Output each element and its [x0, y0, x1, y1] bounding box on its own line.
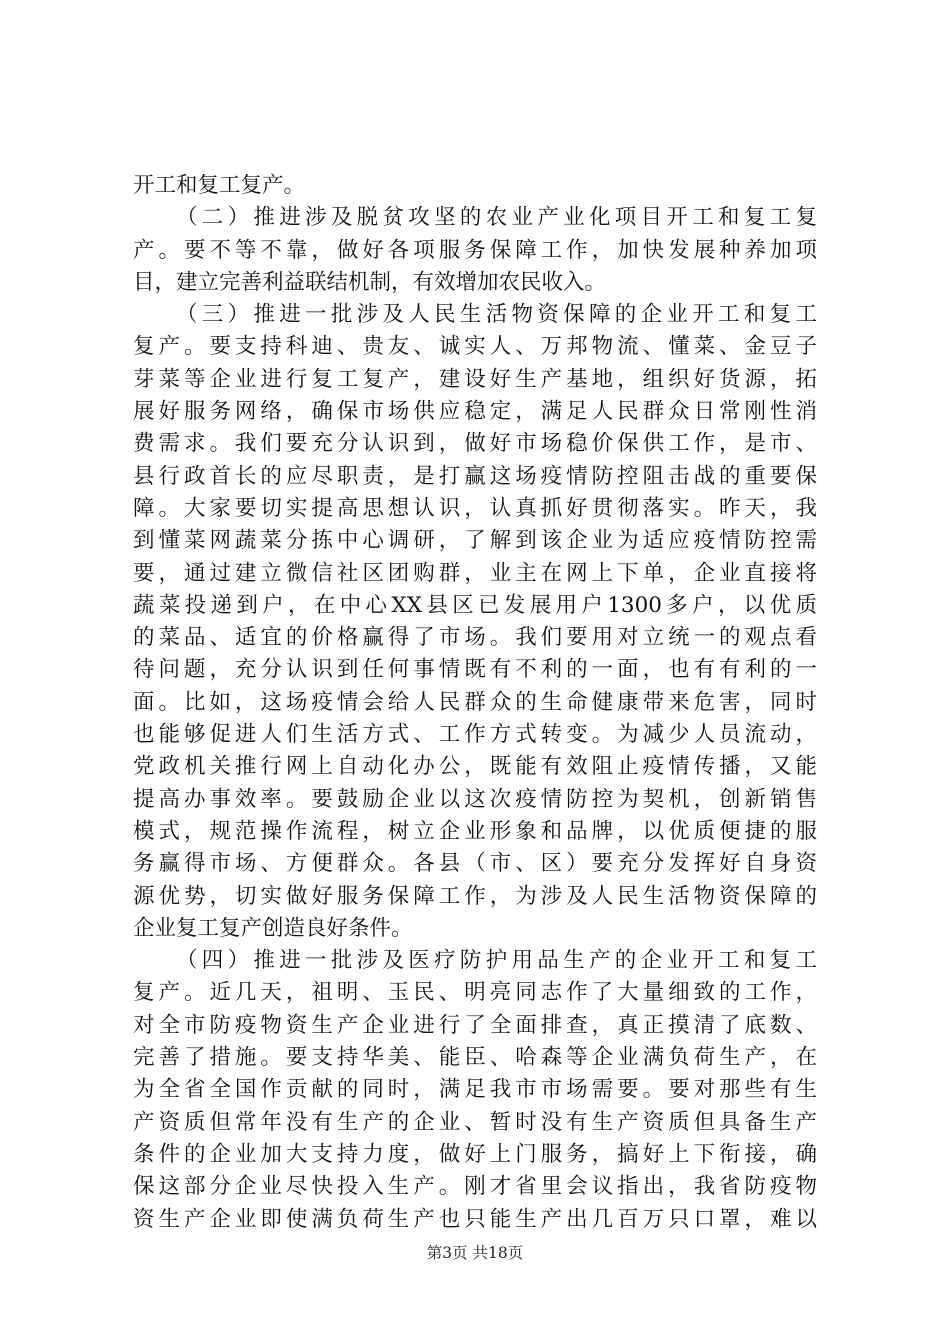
text-line: 开工和复工复产。 [133, 173, 306, 198]
text-line: 复产。近几天，祖明、玉民、明亮同志作了大量细致的工作， [133, 980, 817, 1006]
text-line: 县行政首长的应尽职责，是打赢这场疫情防控阻击战的重要保 [133, 463, 817, 489]
document-body [133, 170, 817, 1236]
text-line: 待问题，充分认识到任何事情既有不利的一面，也有有利的一 [133, 657, 817, 683]
text-line: 产。要不等不靠，做好各项服务保障工作，加快发展种养加项 [133, 237, 817, 263]
text-line: 的菜品、适宜的价格赢得了市场。我们要用对立统一的观点看 [133, 625, 817, 651]
text-line: 费需求。我们要充分认识到，做好市场稳价保供工作，是市、 [133, 431, 817, 457]
text-line: 要，通过建立微信社区团购群，业主在网上下单，企业直接将 [133, 560, 817, 586]
text-line: 企业复工复产创造良好条件。 [133, 915, 413, 941]
text-line: 展好服务网络，确保市场供应稳定，满足人民群众日常刚性消 [133, 399, 817, 425]
text-line: 复产。要支持科迪、贵友、诚实人、万邦物流、懂菜、金豆子 [133, 334, 817, 360]
text-line: 源优势，切实做好服务保障工作，为涉及人民生活物资保障的 [133, 883, 817, 909]
text-line: 蔬菜投递到户，在中心XX县区已发展用户1300多户，以优质 [133, 592, 817, 618]
text-line: 提高办事效率。要鼓励企业以这次疫情防控为契机，创新销售 [133, 786, 817, 812]
text-line: 产资质但常年没有生产的企业、暂时没有生产资质但具备生产 [133, 1109, 817, 1135]
text-line: （三）推进一批涉及人民生活物资保障的企业开工和复工 [176, 302, 817, 328]
text-line: （四）推进一批涉及医疗防护用品生产的企业开工和复工 [176, 948, 817, 974]
text-line: 保这部分企业尽快投入生产。刚才省里会议指出，我省防疫物 [133, 1174, 817, 1200]
text-line: 资生产企业即使满负荷生产也只能生产出几百万只口罩，难以 [133, 1206, 817, 1232]
text-line: 党政机关推行网上自动化办公，既能有效阻止疫情传播，又能 [133, 754, 817, 780]
text-line: 务赢得市场、方便群众。各县（市、区）要充分发挥好自身资 [133, 851, 817, 877]
text-line: 条件的企业加大支持力度，做好上门服务，搞好上下衔接，确 [133, 1141, 817, 1167]
text-line: 也能够促进人们生活方式、工作方式转变。为减少人员流动， [133, 722, 817, 748]
text-line: 为全省全国作贡献的同时，满足我市市场需要。要对那些有生 [133, 1077, 817, 1103]
text-line: 障。大家要切实提高思想认识，认真抓好贯彻落实。昨天，我 [133, 495, 817, 521]
text-line: 完善了措施。要支持华美、能臣、哈森等企业满负荷生产，在 [133, 1045, 817, 1071]
text-line: （二）推进涉及脱贫攻坚的农业产业化项目开工和复工复 [176, 205, 817, 231]
text-line: 对全市防疫物资生产企业进行了全面排查，真正摸清了底数、 [133, 1012, 817, 1038]
text-line: 模式，规范操作流程，树立企业形象和品牌，以优质便捷的服 [133, 818, 817, 844]
text-line: 芽菜等企业进行复工复产，建设好生产基地，组织好货源，拓 [133, 366, 817, 392]
text-line: 到懂菜网蔬菜分拣中心调研，了解到该企业为适应疫情防控需 [133, 528, 817, 554]
text-line: 目，建立完善利益联结机制，有效增加农民收入。 [133, 269, 607, 295]
page-number-footer: 第3页 共18页 [426, 1244, 524, 1262]
text-line: 面。比如，这场疫情会给人民群众的生命健康带来危害，同时 [133, 689, 817, 715]
